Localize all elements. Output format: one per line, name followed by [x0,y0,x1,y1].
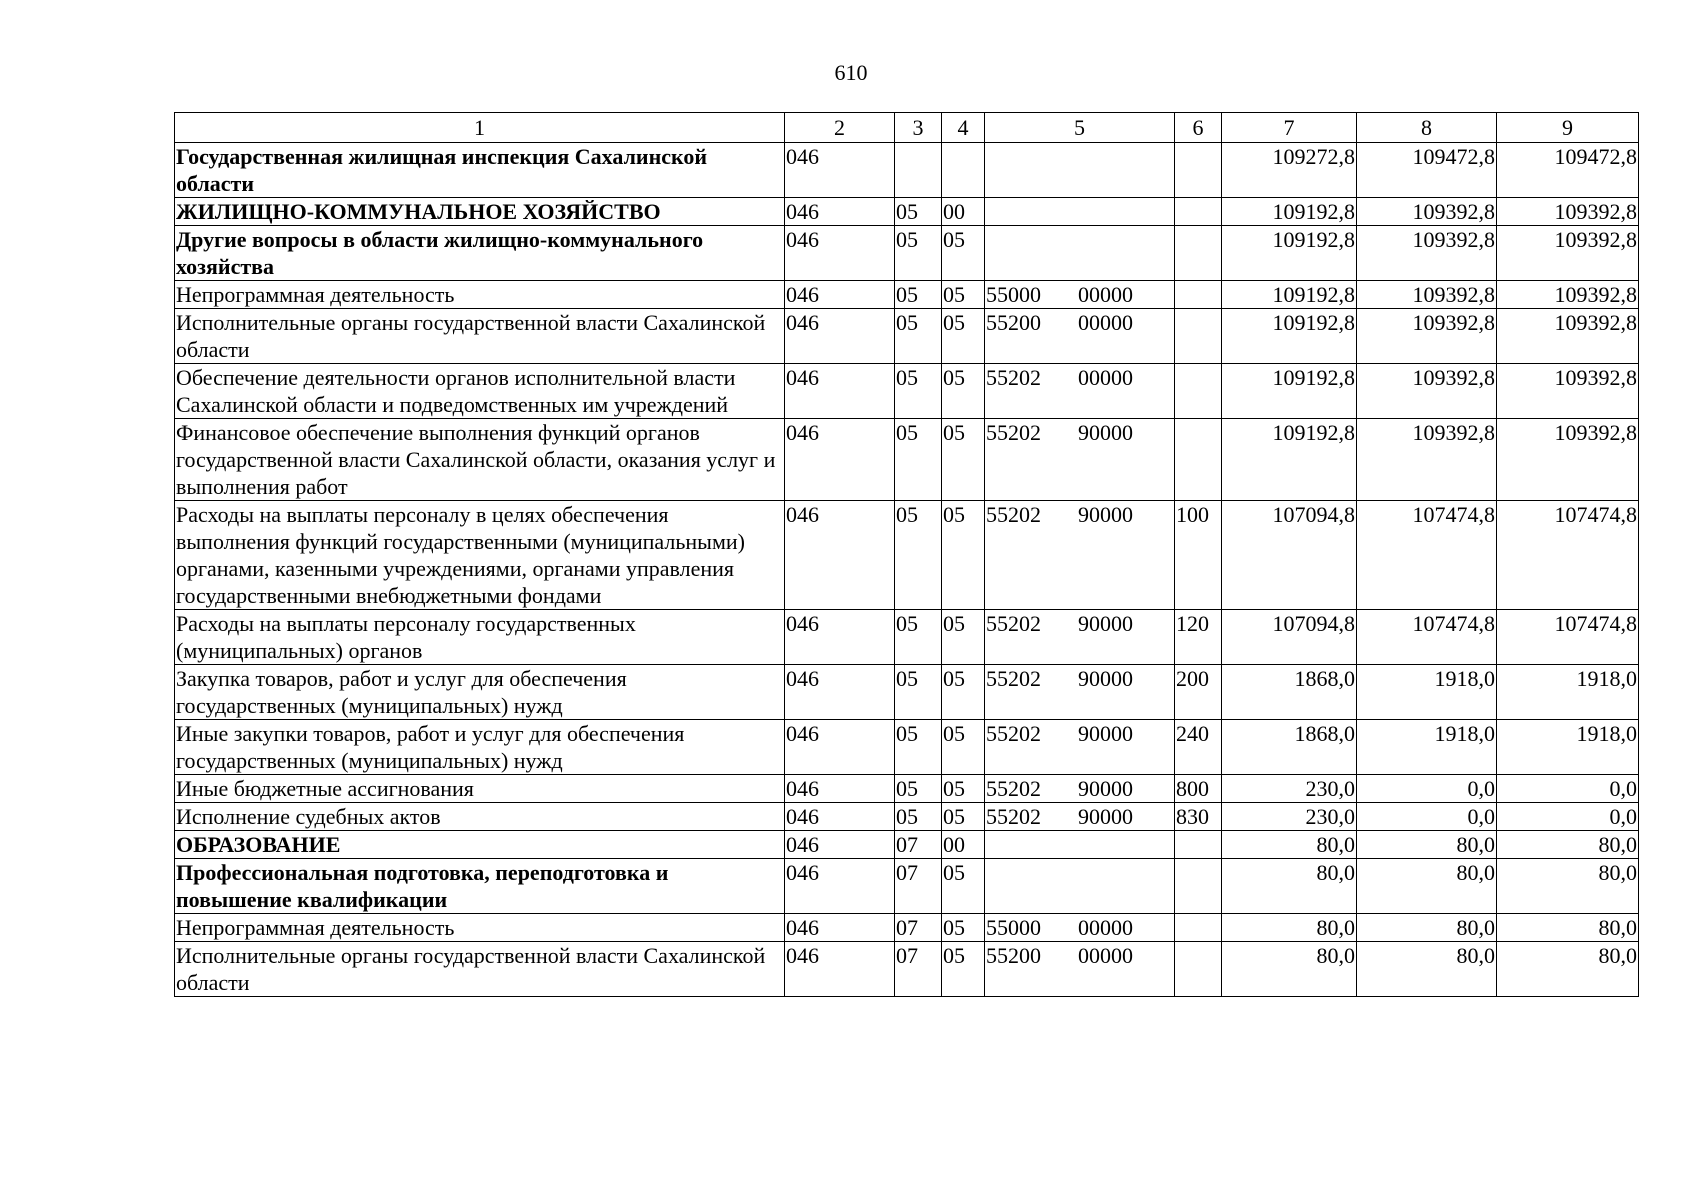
row-value-8: 80,0 [1357,859,1497,914]
row-value-9: 109392,8 [1497,419,1639,501]
row-name: Закупка товаров, работ и услуг для обеспечения государственных (муниципальных) нужд [175,665,785,720]
row-name: Расходы на выплаты персоналу в целях обеспечения выполнения функций государственными (муниципальными) органами, казенными учреждениями, органами управления государственными внебюджетными фондами [175,501,785,610]
row-code-5a: 55202 [986,365,1041,390]
row-code-2: 046 [785,309,895,364]
row-value-8: 1918,0 [1357,665,1497,720]
row-name: ОБРАЗОВАНИЕ [175,831,785,859]
page-number: 610 [834,60,868,85]
row-value-9: 80,0 [1497,831,1639,859]
row-name: Профессиональная подготовка, переподготовка и повышение квалификации [175,859,785,914]
row-code-2: 046 [785,281,895,309]
row-code-4: 05 [942,364,985,419]
row-name: Исполнительные органы государственной власти Сахалинской области [175,309,785,364]
row-code-6: 120 [1175,610,1222,665]
row-code-6 [1175,226,1222,281]
row-code-5a: 55000 [986,282,1041,307]
row-code-5 [985,610,1175,665]
row-value-9: 109392,8 [1497,198,1639,226]
row-code-6 [1175,143,1222,198]
row-code-5b: 00000 [1078,282,1133,307]
row-code-3: 05 [895,501,942,610]
row-code-4: 05 [942,419,985,501]
row-code-4: 05 [942,720,985,775]
row-value-8: 0,0 [1357,775,1497,803]
row-code-5 [985,281,1175,309]
column-header: 3 [895,113,942,143]
column-header: 8 [1357,113,1497,143]
row-value-9: 1918,0 [1497,720,1639,775]
table-row [175,665,1639,720]
row-code-2: 046 [785,501,895,610]
row-value-9: 109392,8 [1497,226,1639,281]
row-value-9: 80,0 [1497,859,1639,914]
column-header: 9 [1497,113,1639,143]
row-name: Другие вопросы в области жилищно-коммунального хозяйства [175,226,785,281]
row-name: Обеспечение деятельности органов исполнительной власти Сахалинской области и подведомственных им учреждений [175,364,785,419]
row-code-6: 240 [1175,720,1222,775]
budget-table [174,112,1639,997]
row-code-4: 05 [942,859,985,914]
row-value-7: 109272,8 [1222,143,1357,198]
row-value-7: 80,0 [1222,859,1357,914]
row-code-2: 046 [785,665,895,720]
row-code-3: 07 [895,859,942,914]
row-code-3: 05 [895,281,942,309]
row-code-5b: 90000 [1078,502,1133,527]
table-row [175,501,1639,610]
row-code-3 [895,143,942,198]
row-value-8: 0,0 [1357,803,1497,831]
row-code-3: 05 [895,803,942,831]
row-code-5 [985,501,1175,610]
table-row [175,419,1639,501]
row-code-6 [1175,281,1222,309]
row-code-6 [1175,198,1222,226]
row-code-3: 05 [895,309,942,364]
row-code-4: 05 [942,803,985,831]
row-code-5a: 55202 [986,611,1041,636]
row-code-5b: 90000 [1078,721,1133,746]
row-code-2: 046 [785,226,895,281]
row-name: ЖИЛИЩНО-КОММУНАЛЬНОЕ ХОЗЯЙСТВО [175,198,785,226]
row-code-5b: 90000 [1078,804,1133,829]
row-value-7: 109192,8 [1222,281,1357,309]
column-header: 5 [985,113,1175,143]
column-header: 7 [1222,113,1357,143]
row-value-7: 230,0 [1222,775,1357,803]
row-value-9: 80,0 [1497,914,1639,942]
table-row [175,143,1639,198]
table-row [175,942,1639,997]
row-code-5 [985,914,1175,942]
row-code-5 [985,831,1175,859]
row-value-7: 107094,8 [1222,610,1357,665]
row-value-9: 109392,8 [1497,281,1639,309]
row-code-2: 046 [785,831,895,859]
row-code-6 [1175,419,1222,501]
row-code-5a: 55200 [986,310,1041,335]
row-code-6: 200 [1175,665,1222,720]
row-code-2: 046 [785,364,895,419]
table-row [175,610,1639,665]
row-code-5b: 00000 [1078,915,1133,940]
row-value-7: 107094,8 [1222,501,1357,610]
table-row [175,309,1639,364]
row-value-8: 80,0 [1357,942,1497,997]
table-row [175,775,1639,803]
row-code-4: 05 [942,281,985,309]
row-code-6 [1175,309,1222,364]
row-code-5a: 55202 [986,502,1041,527]
table-row [175,281,1639,309]
table-row [175,859,1639,914]
table-body [175,143,1639,997]
row-code-2: 046 [785,859,895,914]
row-code-2: 046 [785,198,895,226]
row-code-5 [985,775,1175,803]
row-code-2: 046 [785,419,895,501]
row-code-6 [1175,364,1222,419]
table-row [175,914,1639,942]
row-code-3: 05 [895,720,942,775]
row-value-9: 109472,8 [1497,143,1639,198]
row-value-8: 109392,8 [1357,226,1497,281]
row-code-4: 00 [942,198,985,226]
row-name: Непрограммная деятельность [175,914,785,942]
row-value-8: 80,0 [1357,831,1497,859]
row-code-5b: 90000 [1078,611,1133,636]
row-code-5a: 55202 [986,666,1041,691]
row-value-8: 109392,8 [1357,198,1497,226]
row-code-6: 800 [1175,775,1222,803]
row-value-9: 107474,8 [1497,610,1639,665]
row-name: Исполнение судебных актов [175,803,785,831]
row-code-5b: 00000 [1078,310,1133,335]
row-code-4 [942,143,985,198]
row-value-8: 109392,8 [1357,309,1497,364]
row-code-4: 05 [942,775,985,803]
row-code-4: 00 [942,831,985,859]
row-code-5b: 90000 [1078,666,1133,691]
row-name: Расходы на выплаты персоналу государственных (муниципальных) органов [175,610,785,665]
row-code-3: 07 [895,914,942,942]
row-value-7: 1868,0 [1222,665,1357,720]
row-value-7: 109192,8 [1222,226,1357,281]
row-code-5a: 55202 [986,804,1041,829]
row-code-4: 05 [942,226,985,281]
row-value-7: 80,0 [1222,831,1357,859]
column-header: 6 [1175,113,1222,143]
row-code-5 [985,143,1175,198]
row-code-4: 05 [942,610,985,665]
row-code-5b: 00000 [1078,943,1133,968]
row-code-5a: 55202 [986,420,1041,445]
row-code-5a: 55202 [986,721,1041,746]
table-row [175,720,1639,775]
row-code-3: 07 [895,942,942,997]
column-header: 1 [175,113,785,143]
row-code-6 [1175,859,1222,914]
row-code-5 [985,859,1175,914]
row-value-9: 107474,8 [1497,501,1639,610]
header-row [175,113,1639,143]
row-code-5 [985,665,1175,720]
row-code-5a: 55202 [986,776,1041,801]
row-code-5 [985,720,1175,775]
table-row [175,803,1639,831]
row-value-7: 230,0 [1222,803,1357,831]
row-value-8: 1918,0 [1357,720,1497,775]
row-name: Финансовое обеспечение выполнения функций органов государственной власти Сахалинской области, оказания услуг и выполнения работ [175,419,785,501]
row-value-9: 109392,8 [1497,364,1639,419]
row-code-6: 830 [1175,803,1222,831]
row-code-5b: 90000 [1078,776,1133,801]
row-code-5 [985,309,1175,364]
table-row [175,831,1639,859]
row-code-2: 046 [785,775,895,803]
row-code-3: 05 [895,775,942,803]
row-code-2: 046 [785,803,895,831]
table-row [175,226,1639,281]
row-value-9: 0,0 [1497,803,1639,831]
row-code-2: 046 [785,610,895,665]
table-row [175,364,1639,419]
row-value-8: 109392,8 [1357,364,1497,419]
row-code-3: 05 [895,610,942,665]
row-code-3: 05 [895,665,942,720]
row-name: Иные закупки товаров, работ и услуг для обеспечения государственных (муниципальных) нужд [175,720,785,775]
row-code-5 [985,226,1175,281]
row-code-4: 05 [942,914,985,942]
column-header: 4 [942,113,985,143]
row-code-2: 046 [785,720,895,775]
row-code-5b: 90000 [1078,420,1133,445]
row-code-5 [985,803,1175,831]
row-value-9: 0,0 [1497,775,1639,803]
row-value-7: 1868,0 [1222,720,1357,775]
row-value-9: 109392,8 [1497,309,1639,364]
row-value-7: 80,0 [1222,942,1357,997]
row-value-9: 1918,0 [1497,665,1639,720]
row-value-8: 107474,8 [1357,610,1497,665]
row-code-4: 05 [942,309,985,364]
row-name: Исполнительные органы государственной власти Сахалинской области [175,942,785,997]
row-code-6: 100 [1175,501,1222,610]
row-code-4: 05 [942,942,985,997]
row-value-7: 109192,8 [1222,364,1357,419]
row-value-8: 107474,8 [1357,501,1497,610]
row-code-5a: 55000 [986,915,1041,940]
row-value-8: 109392,8 [1357,281,1497,309]
row-value-8: 109472,8 [1357,143,1497,198]
row-name: Иные бюджетные ассигнования [175,775,785,803]
row-name: Непрограммная деятельность [175,281,785,309]
row-value-7: 109192,8 [1222,309,1357,364]
row-code-3: 05 [895,226,942,281]
row-value-7: 109192,8 [1222,198,1357,226]
row-code-5 [985,419,1175,501]
row-code-6 [1175,914,1222,942]
row-code-5b: 00000 [1078,365,1133,390]
row-code-5 [985,198,1175,226]
row-value-8: 80,0 [1357,914,1497,942]
row-code-5 [985,364,1175,419]
row-code-3: 07 [895,831,942,859]
row-code-3: 05 [895,198,942,226]
row-value-7: 109192,8 [1222,419,1357,501]
row-code-6 [1175,942,1222,997]
row-code-4: 05 [942,665,985,720]
row-code-2: 046 [785,143,895,198]
row-code-4: 05 [942,501,985,610]
row-value-7: 80,0 [1222,914,1357,942]
row-code-3: 05 [895,364,942,419]
row-code-5a: 55200 [986,943,1041,968]
column-header: 2 [785,113,895,143]
table-row [175,198,1639,226]
row-code-3: 05 [895,419,942,501]
row-value-8: 109392,8 [1357,419,1497,501]
row-value-9: 80,0 [1497,942,1639,997]
row-code-2: 046 [785,914,895,942]
row-code-2: 046 [785,942,895,997]
row-code-5 [985,942,1175,997]
row-name: Государственная жилищная инспекция Сахалинской области [175,143,785,198]
row-code-6 [1175,831,1222,859]
